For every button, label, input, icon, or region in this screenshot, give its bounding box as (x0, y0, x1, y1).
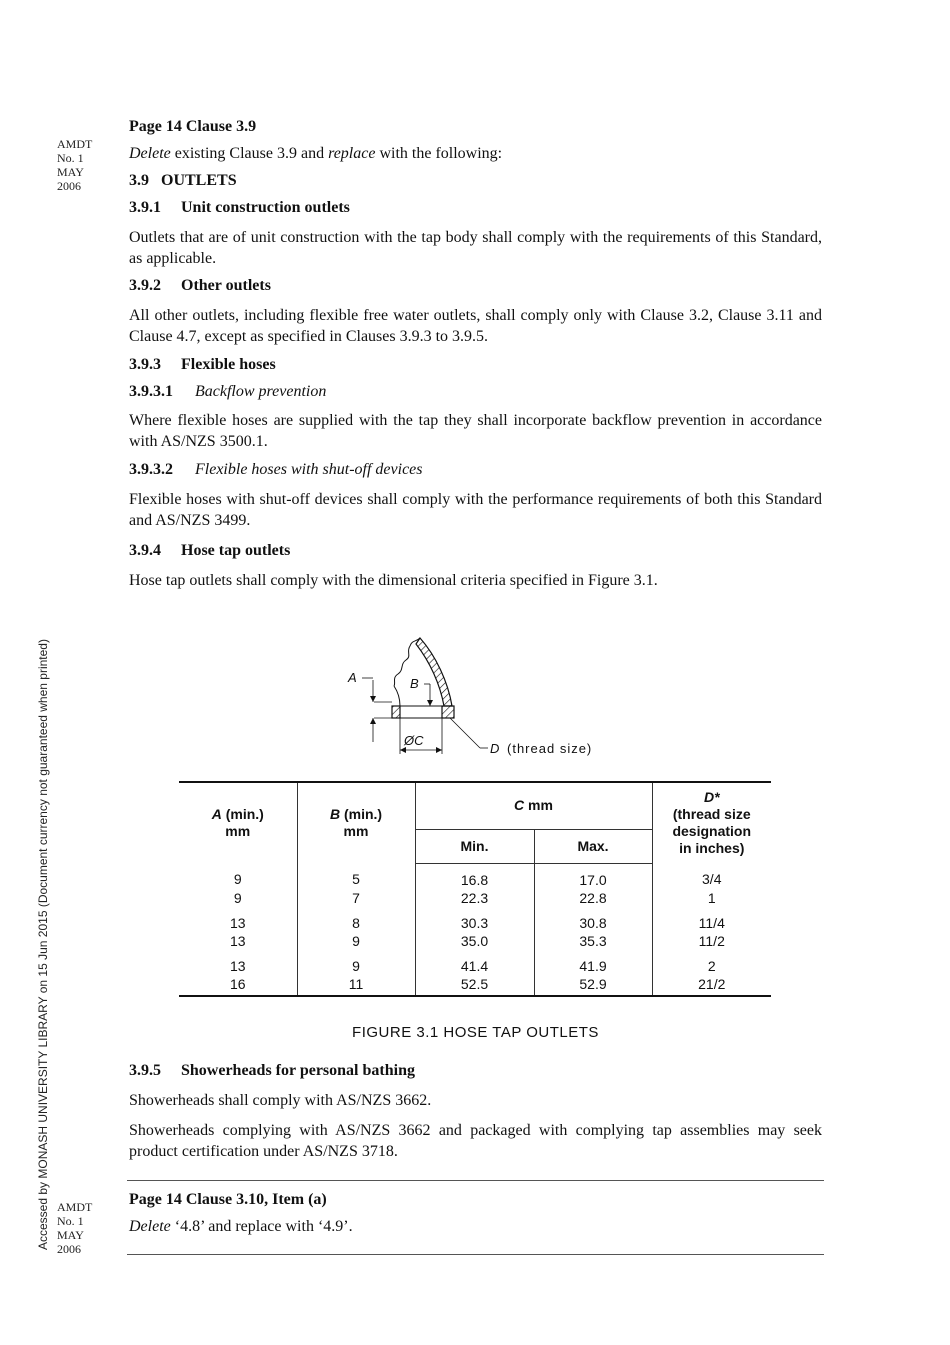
hose-tap-outlet-diagram (340, 632, 620, 764)
table-row: 9 7 22.3 22.8 1 (179, 889, 771, 907)
clause-3-9-4-heading: 3.9.4 Hose tap outlets (129, 542, 291, 559)
clause-3-9-5-text-1: Showerheads shall comply with AS/NZS 3662. (129, 1092, 432, 1109)
clause-3-9-3-heading: 3.9.3 Flexible hoses (129, 356, 276, 373)
label-c: ØC (404, 733, 424, 748)
col-c-header: C mm (415, 782, 652, 829)
access-watermark: Accessed by MONASH UNIVERSITY LIBRARY on 15 Jun 2015 (Document currency not guaranteed when printed) (36, 639, 50, 1250)
amendment-note-2: AMDT No. 1 MAY 2006 (57, 1200, 93, 1256)
clause-3-9-2-text: All other outlets, including flexible free water outlets, shall comply only with Clause 3.2, Clause 3.11 and Clause 4.7, except as specified in Clauses 3.9.3 to 3.9.5. (129, 307, 822, 345)
spout-wall (416, 638, 452, 706)
table-row: 9 5 16.8 17.0 3/4 (179, 863, 771, 889)
amendment-heading-1: Page 14 Clause 3.9 (129, 118, 257, 135)
amendment-instruction-1: Delete existing Clause 3.9 and replace with the following: (129, 145, 503, 162)
col-a-header: A (min.) mm (179, 782, 297, 863)
flange-right (442, 706, 454, 718)
label-a: A (348, 670, 357, 685)
clause-3-9-1-text: Outlets that are of unit construction with the tap body shall comply with the requirements of this Standard, as applicable. (129, 229, 822, 267)
clause-3-9-3-2-heading: 3.9.3.2 Flexible hoses with shut-off devices (129, 461, 423, 478)
figure-caption: FIGURE 3.1 HOSE TAP OUTLETS (352, 1024, 599, 1041)
clause-3-9-3-1-heading: 3.9.3.1 Backflow prevention (129, 383, 327, 400)
clause-3-9-2-heading: 3.9.2 Other outlets (129, 277, 271, 294)
clause-3-9-1-heading: 3.9.1 Unit construction outlets (129, 199, 350, 216)
col-c-min-header: Min. (415, 829, 534, 863)
amendment-note-1: AMDT No. 1 MAY 2006 (57, 137, 93, 193)
clause-3-9-5-text-2: Showerheads complying with AS/NZS 3662 and packaged with complying tap assemblies may seek product certification under AS/NZS 3718. (129, 1122, 822, 1160)
clause-3-9-3-1-text: Where flexible hoses are supplied with the tap they shall incorporate backflow prevention in accordance with AS/NZS 3500.1. (129, 412, 822, 450)
table-row: 13 9 41.4 41.9 2 (179, 950, 771, 975)
col-d-header: D* (thread size designation in inches) (652, 782, 771, 863)
table-row: 13 8 30.3 30.8 11/4 (179, 907, 771, 932)
clause-3-9-3-2-text: Flexible hoses with shut-off devices shall comply with the performance requirements of both this Standard and AS/NZS 3499. (129, 491, 822, 529)
hose-tap-table (179, 781, 771, 997)
clause-3-9-heading: 3.9 OUTLETS (129, 172, 237, 189)
label-d: D (thread size) (490, 741, 593, 756)
table-row: 16 11 52.5 52.9 21/2 (179, 975, 771, 996)
amendment-instruction-2: Delete ‘4.8’ and replace with ‘4.9’. (129, 1218, 353, 1235)
col-c-max-header: Max. (534, 829, 652, 863)
divider-top (127, 1180, 824, 1181)
amendment-heading-2: Page 14 Clause 3.10, Item (a) (129, 1191, 327, 1208)
table-row: 13 9 35.0 35.3 11/2 (179, 932, 771, 950)
clause-3-9-5-heading: 3.9.5 Showerheads for personal bathing (129, 1062, 415, 1079)
col-b-header: B (min.) mm (297, 782, 415, 863)
divider-bottom (127, 1254, 824, 1255)
clause-3-9-4-text: Hose tap outlets shall comply with the dimensional criteria specified in Figure 3.1. (129, 572, 658, 589)
label-b: B (410, 676, 419, 691)
flange-left (392, 706, 400, 718)
